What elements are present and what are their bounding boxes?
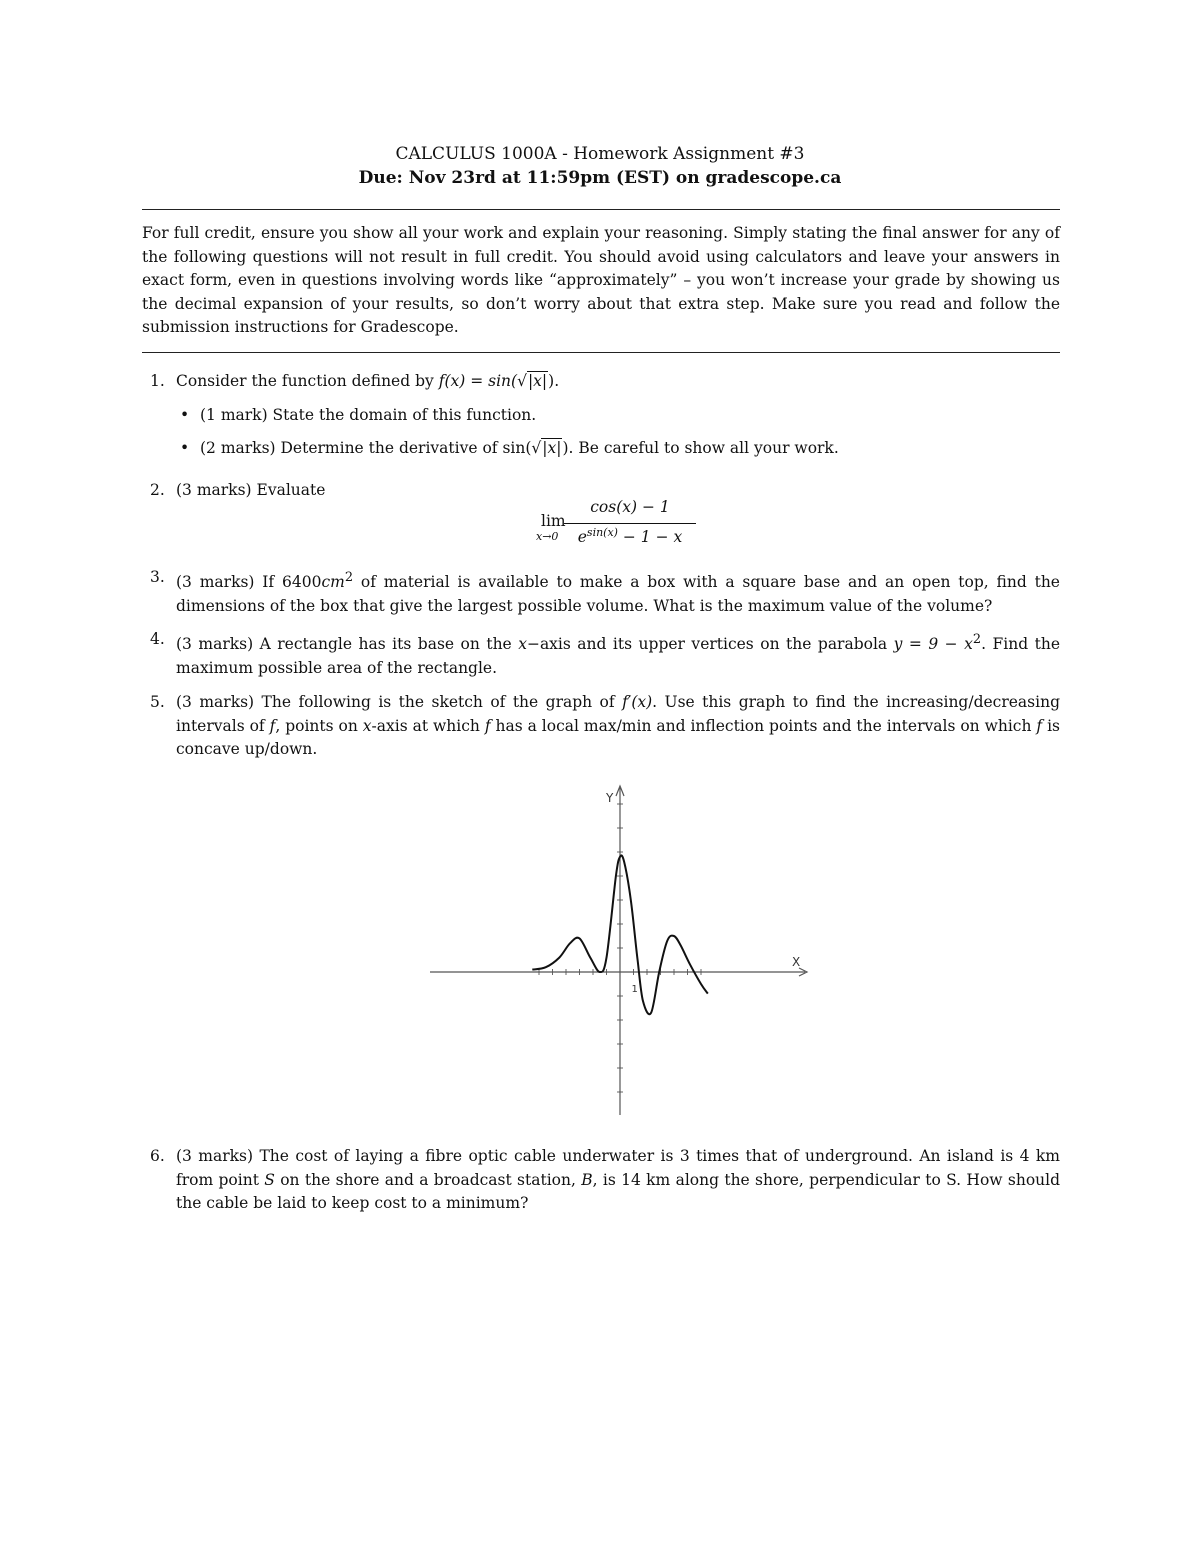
question-number: 1. xyxy=(150,372,165,390)
function-formula-rhs: ). xyxy=(548,372,560,390)
question-number: 2. xyxy=(150,481,165,499)
question-number: 5. xyxy=(150,693,165,711)
den-exponent: sin(x) xyxy=(586,526,618,539)
question-1-parts xyxy=(176,404,1060,461)
y-axis-label: Y xyxy=(606,791,614,805)
question-text-mid1: . Use this graph to find the increasing/decreasing intervals of xyxy=(176,693,1060,735)
question-text: (3 marks) A rectangle has its base on the xyxy=(176,635,519,654)
question-text-tail: . Find the maximum possible area of the rectangle. xyxy=(176,635,1060,677)
part-derivative-text: (2 marks) Determine the derivative of sin( xyxy=(200,439,532,457)
question-text-tail: , is 14 km along the shore, perpendicular to S. How should the cable be laid to keep cost to a minimum? xyxy=(176,1170,1061,1212)
unit: cm xyxy=(321,573,345,592)
f-symbol: f xyxy=(269,716,276,735)
question-1 xyxy=(142,370,1060,471)
x-axis-label: X xyxy=(792,955,801,969)
sqrt-sign: √ xyxy=(517,372,527,390)
part-domain xyxy=(176,404,1060,428)
due-date: Due: Nov 23rd at 11:59pm (EST) on gradescope.ca xyxy=(358,168,842,188)
axis-var: x xyxy=(518,635,527,654)
question-text-mid2: , points on xyxy=(275,716,363,735)
question-text: (3 marks) The following is the sketch of the graph of xyxy=(176,693,623,711)
top-divider xyxy=(142,209,1060,210)
question-text: (3 marks) If 6400 xyxy=(176,573,322,592)
part-derivative-tail: ). Be careful to show all your work. xyxy=(562,439,839,457)
function-formula-lhs: f(x) = sin( xyxy=(438,372,518,390)
fprime-symbol: f′(x) xyxy=(622,693,653,711)
x-tick-label: 1 xyxy=(631,984,638,995)
part-domain-text: (1 mark) State the domain of this function. xyxy=(200,405,537,424)
part-derivative xyxy=(176,437,1060,461)
parabola-formula: y = 9 − x xyxy=(893,635,973,654)
question-text-tail: of material is available to make a box with a square base and an open top, find the dimensions of the box that give the largest possible volume. What is the maximum value of the volume? xyxy=(176,573,1060,615)
question-4 xyxy=(142,628,1060,680)
question-text-mid4: has a local max/min and inflection points and the intervals on which xyxy=(490,716,1037,735)
question-text: (3 marks) The cost of laying a fibre optic cable underwater is 3 times that of underground. An island is 4 km from point xyxy=(176,1147,1060,1189)
question-text: Consider the function defined by xyxy=(176,372,434,390)
den-rest: − 1 − x xyxy=(617,528,683,547)
function-formula-radicand: |x| xyxy=(527,372,548,390)
question-6 xyxy=(142,1145,1060,1216)
question-number: 4. xyxy=(150,630,165,648)
point-B: B xyxy=(581,1170,593,1189)
part-derivative-radicand: |x| xyxy=(542,439,562,457)
question-number: 3. xyxy=(150,568,165,586)
question-text-mid: on the shore and a broadcast station, xyxy=(274,1170,582,1189)
derivative-graph xyxy=(420,780,810,1120)
point-S: S xyxy=(264,1170,275,1189)
f-symbol: f xyxy=(484,716,491,735)
assignment-title: CALCULUS 1000A - Homework Assignment #3 xyxy=(395,144,805,164)
question-text-tail: is concave up/down. xyxy=(176,716,1060,758)
fraction-denominator xyxy=(564,526,696,546)
unit-exponent: 2 xyxy=(344,570,354,585)
limit-expression xyxy=(0,498,1200,548)
question-text-mid3: -axis at which xyxy=(371,716,485,735)
f-symbol: f xyxy=(1036,716,1043,735)
question-3 xyxy=(142,566,1060,618)
question-text: (3 marks) Evaluate xyxy=(176,481,326,499)
den-base: e xyxy=(577,528,587,547)
sqrt-sign: √ xyxy=(531,439,542,457)
bottom-divider xyxy=(142,352,1060,353)
fraction-bar xyxy=(564,523,696,524)
question-5 xyxy=(142,691,1060,762)
lim-word: lim xyxy=(541,512,566,530)
question-text-mid: −axis and its upper vertices on the parabola xyxy=(526,635,894,654)
parabola-exponent: 2 xyxy=(972,632,982,647)
x-symbol: x xyxy=(362,716,372,735)
instructions-paragraph: For full credit, ensure you show all your work and explain your reasoning. Simply stating the final answer for any of the following questions will not result in full credit. You should avoid using calculators and leave your answers in exact form, even in questions involving words like “approximately” – you won’t increase your grade by showing us the decimal expansion of your results, so don’t worry about that extra step. Make sure you read and follow the submission instructions for Gradescope. xyxy=(142,224,1060,336)
question-number: 6. xyxy=(150,1147,165,1165)
lim-subscript: x→0 xyxy=(536,530,559,543)
fraction-numerator: cos(x) − 1 xyxy=(590,498,670,516)
